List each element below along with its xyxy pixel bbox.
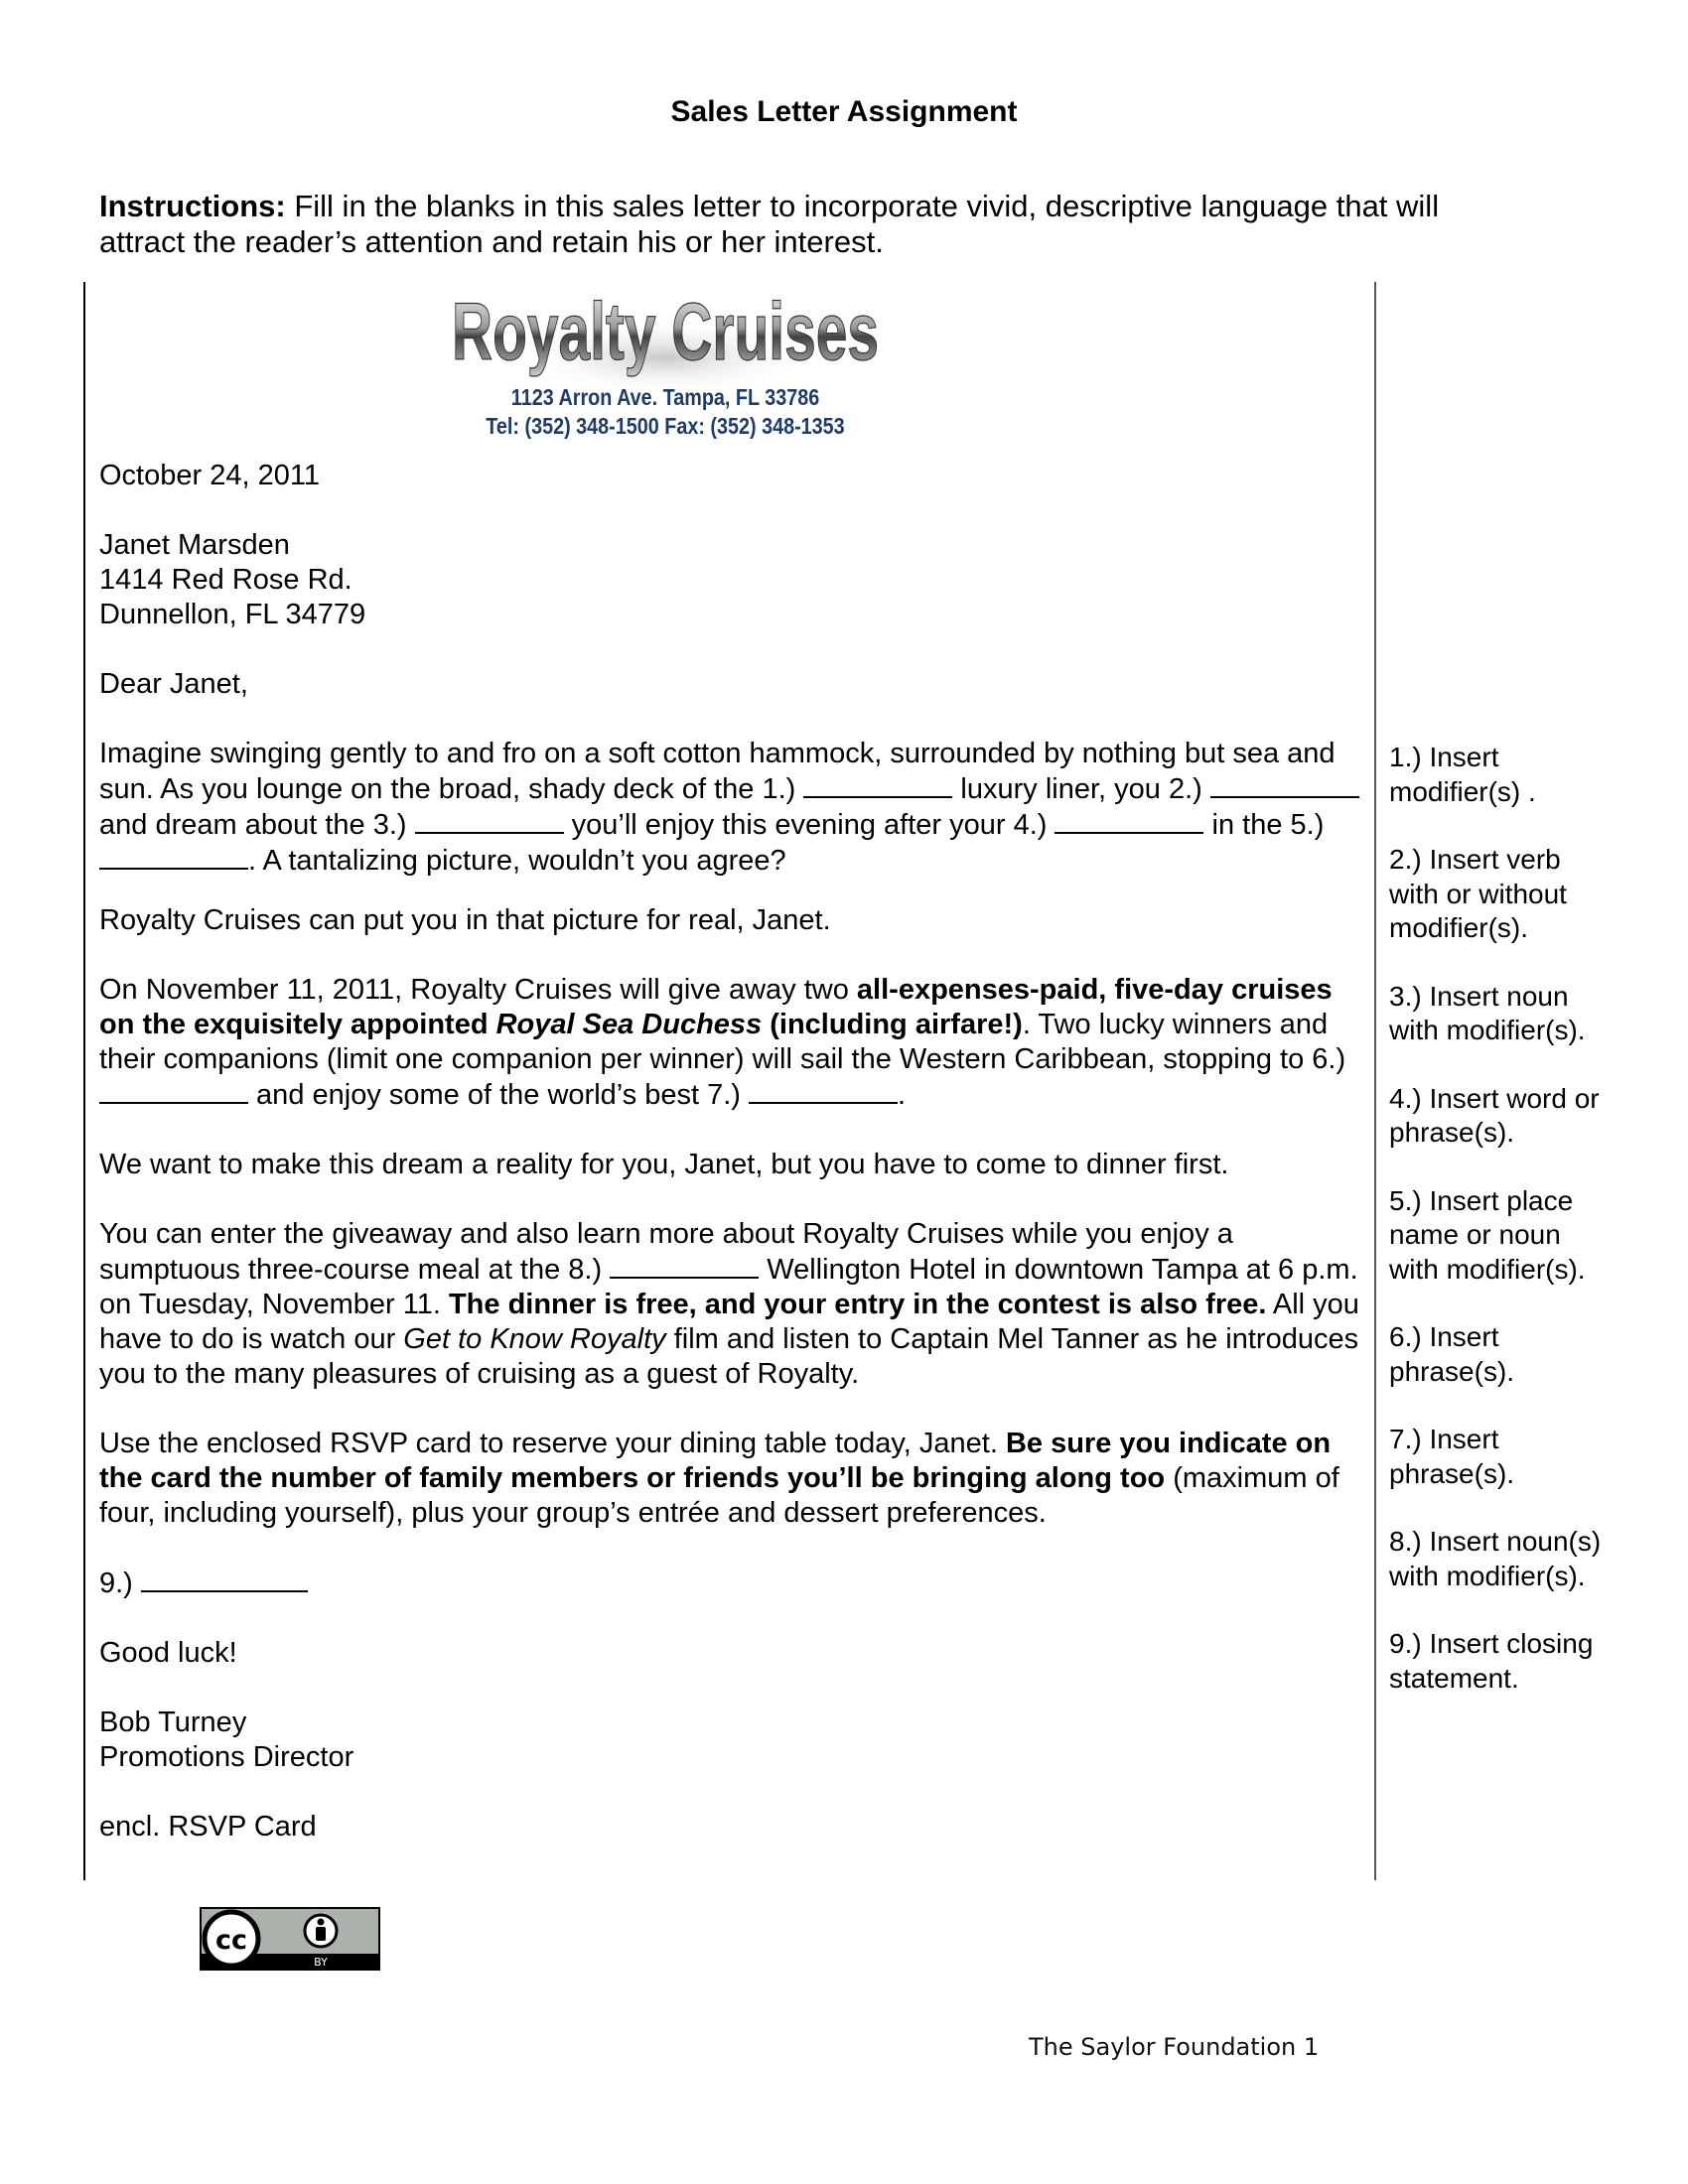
company-address: 1123 Arron Ave. Tampa, FL 33786 — [510, 384, 820, 410]
by-label: BY — [314, 1956, 328, 1969]
paragraph-dinner: You can enter the giveaway and also learn more about Royalty Cruises while you enjoy a sumptuous three-course meal at the 8.) Wellington Hotel in downtown Tampa at 6 p.m. on Tuesday, November 11. The dinner is free, and your entry in the contest is also free. All you have to do is watch our Get to Know Royalty film and listen to Captain Mel Tanner as he introduces you to the many pleasures of cruising as a guest of Royalty. — [99, 1218, 1359, 1390]
note-8: 8.) Insert noun(s) with modifier(s). — [1389, 1526, 1602, 1591]
note-7: 7.) Insert phrase(s). — [1389, 1424, 1515, 1489]
note-1: 1.) Insert modifier(s) . — [1389, 742, 1536, 807]
instructions — [99, 189, 1509, 260]
company-phone: Tel: (352) 348-1500 Fax: (352) 348-1353 — [486, 413, 845, 439]
left-rule — [83, 282, 85, 1880]
note-9: 9.) Insert closing statement. — [1389, 1628, 1594, 1694]
blank-9[interactable] — [141, 1566, 308, 1592]
cc-badge-text: cc — [214, 1925, 248, 1956]
paragraph-picture: Royalty Cruises can put you in that picture for real, Janet. — [99, 904, 831, 936]
cc-by-license-icon[interactable] — [199, 1906, 381, 1972]
paragraph-rsvp: Use the enclosed RSVP card to reserve your dining table today, Janet. Be sure you indicate on the card the number of family members or friends you’ll be bringing along too (maximum of four, including yourself), plus your group’s entrée and dessert preferences. — [99, 1428, 1339, 1529]
signer-title: Promotions Director — [99, 1741, 354, 1773]
note-6: 6.) Insert phrase(s). — [1389, 1321, 1515, 1387]
closing: Good luck! — [99, 1637, 237, 1669]
recipient-street: 1414 Red Rose Rd. — [99, 564, 352, 596]
blank-5[interactable] — [99, 843, 248, 870]
right-rule — [1374, 282, 1376, 1880]
note-3: 3.) Insert noun with modifier(s). — [1389, 980, 1586, 1045]
blank-3[interactable] — [415, 807, 564, 834]
page-title: Sales Letter Assignment — [670, 95, 1018, 128]
recipient-city: Dunnellon, FL 34779 — [99, 599, 366, 630]
wordmark-text: Royalty Cruises — [452, 287, 879, 377]
enclosure: encl. RSVP Card — [99, 1811, 317, 1843]
note-5: 5.) Insert place name or noun with modifier(s). — [1389, 1184, 1586, 1285]
company-contact — [469, 383, 862, 441]
blank-6[interactable] — [99, 1077, 248, 1104]
salutation: Dear Janet, — [99, 668, 248, 700]
paragraph-giveaway: On November 11, 2011, Royalty Cruises will give away two all-expenses-paid, five-day cruises on the exquisitely appointed Royal Sea Duchess (including airfare!). Two lucky winners and their companions (limit one companion per winner) will sail the Western Caribbean, stopping to 6.) and enjoy some of the world’s best 7.) . — [99, 974, 1346, 1111]
note-4: 4.) Insert word or phrase(s). — [1389, 1082, 1600, 1148]
recipient-name: Janet Marsden — [99, 529, 290, 561]
footer: The Saylor Foundation 1 — [1029, 2033, 1320, 2061]
sales-letter — [99, 459, 1365, 1844]
margin-notes — [1389, 741, 1618, 1729]
blank-7[interactable] — [749, 1077, 898, 1104]
note-2: 2.) Insert verb with or without modifier(s). — [1389, 844, 1567, 943]
letter-date: October 24, 2011 — [99, 460, 320, 491]
blank-8[interactable] — [610, 1252, 759, 1279]
blank-2[interactable] — [1210, 771, 1359, 798]
paragraph-intro: Imagine swinging gently to and fro on a soft cotton hammock, surrounded by nothing but sea and sun. As you lounge on the broad, shady deck of the 1.) luxury liner, you 2.) and dream about the 3.) you’ll enjoy this evening after your 4.) in the 5.) . A tantalizing picture, wouldn’t you agree? — [99, 737, 1365, 879]
instructions-label: Instructions: — [99, 189, 286, 223]
instructions-text: Fill in the blanks in this sales letter to incorporate vivid, descriptive language that will attract the reader’s attention and retain his or her interest. — [99, 189, 1440, 259]
paragraph-closing-blank: 9.) — [99, 1566, 1365, 1601]
signer-name: Bob Turney — [99, 1706, 247, 1738]
blank-1[interactable] — [803, 771, 952, 798]
company-logo — [437, 288, 894, 486]
wordmark-logo — [447, 288, 884, 377]
paragraph-dream: We want to make this dream a reality for you, Janet, but you have to come to dinner first. — [99, 1149, 1229, 1180]
blank-4[interactable] — [1055, 807, 1203, 834]
